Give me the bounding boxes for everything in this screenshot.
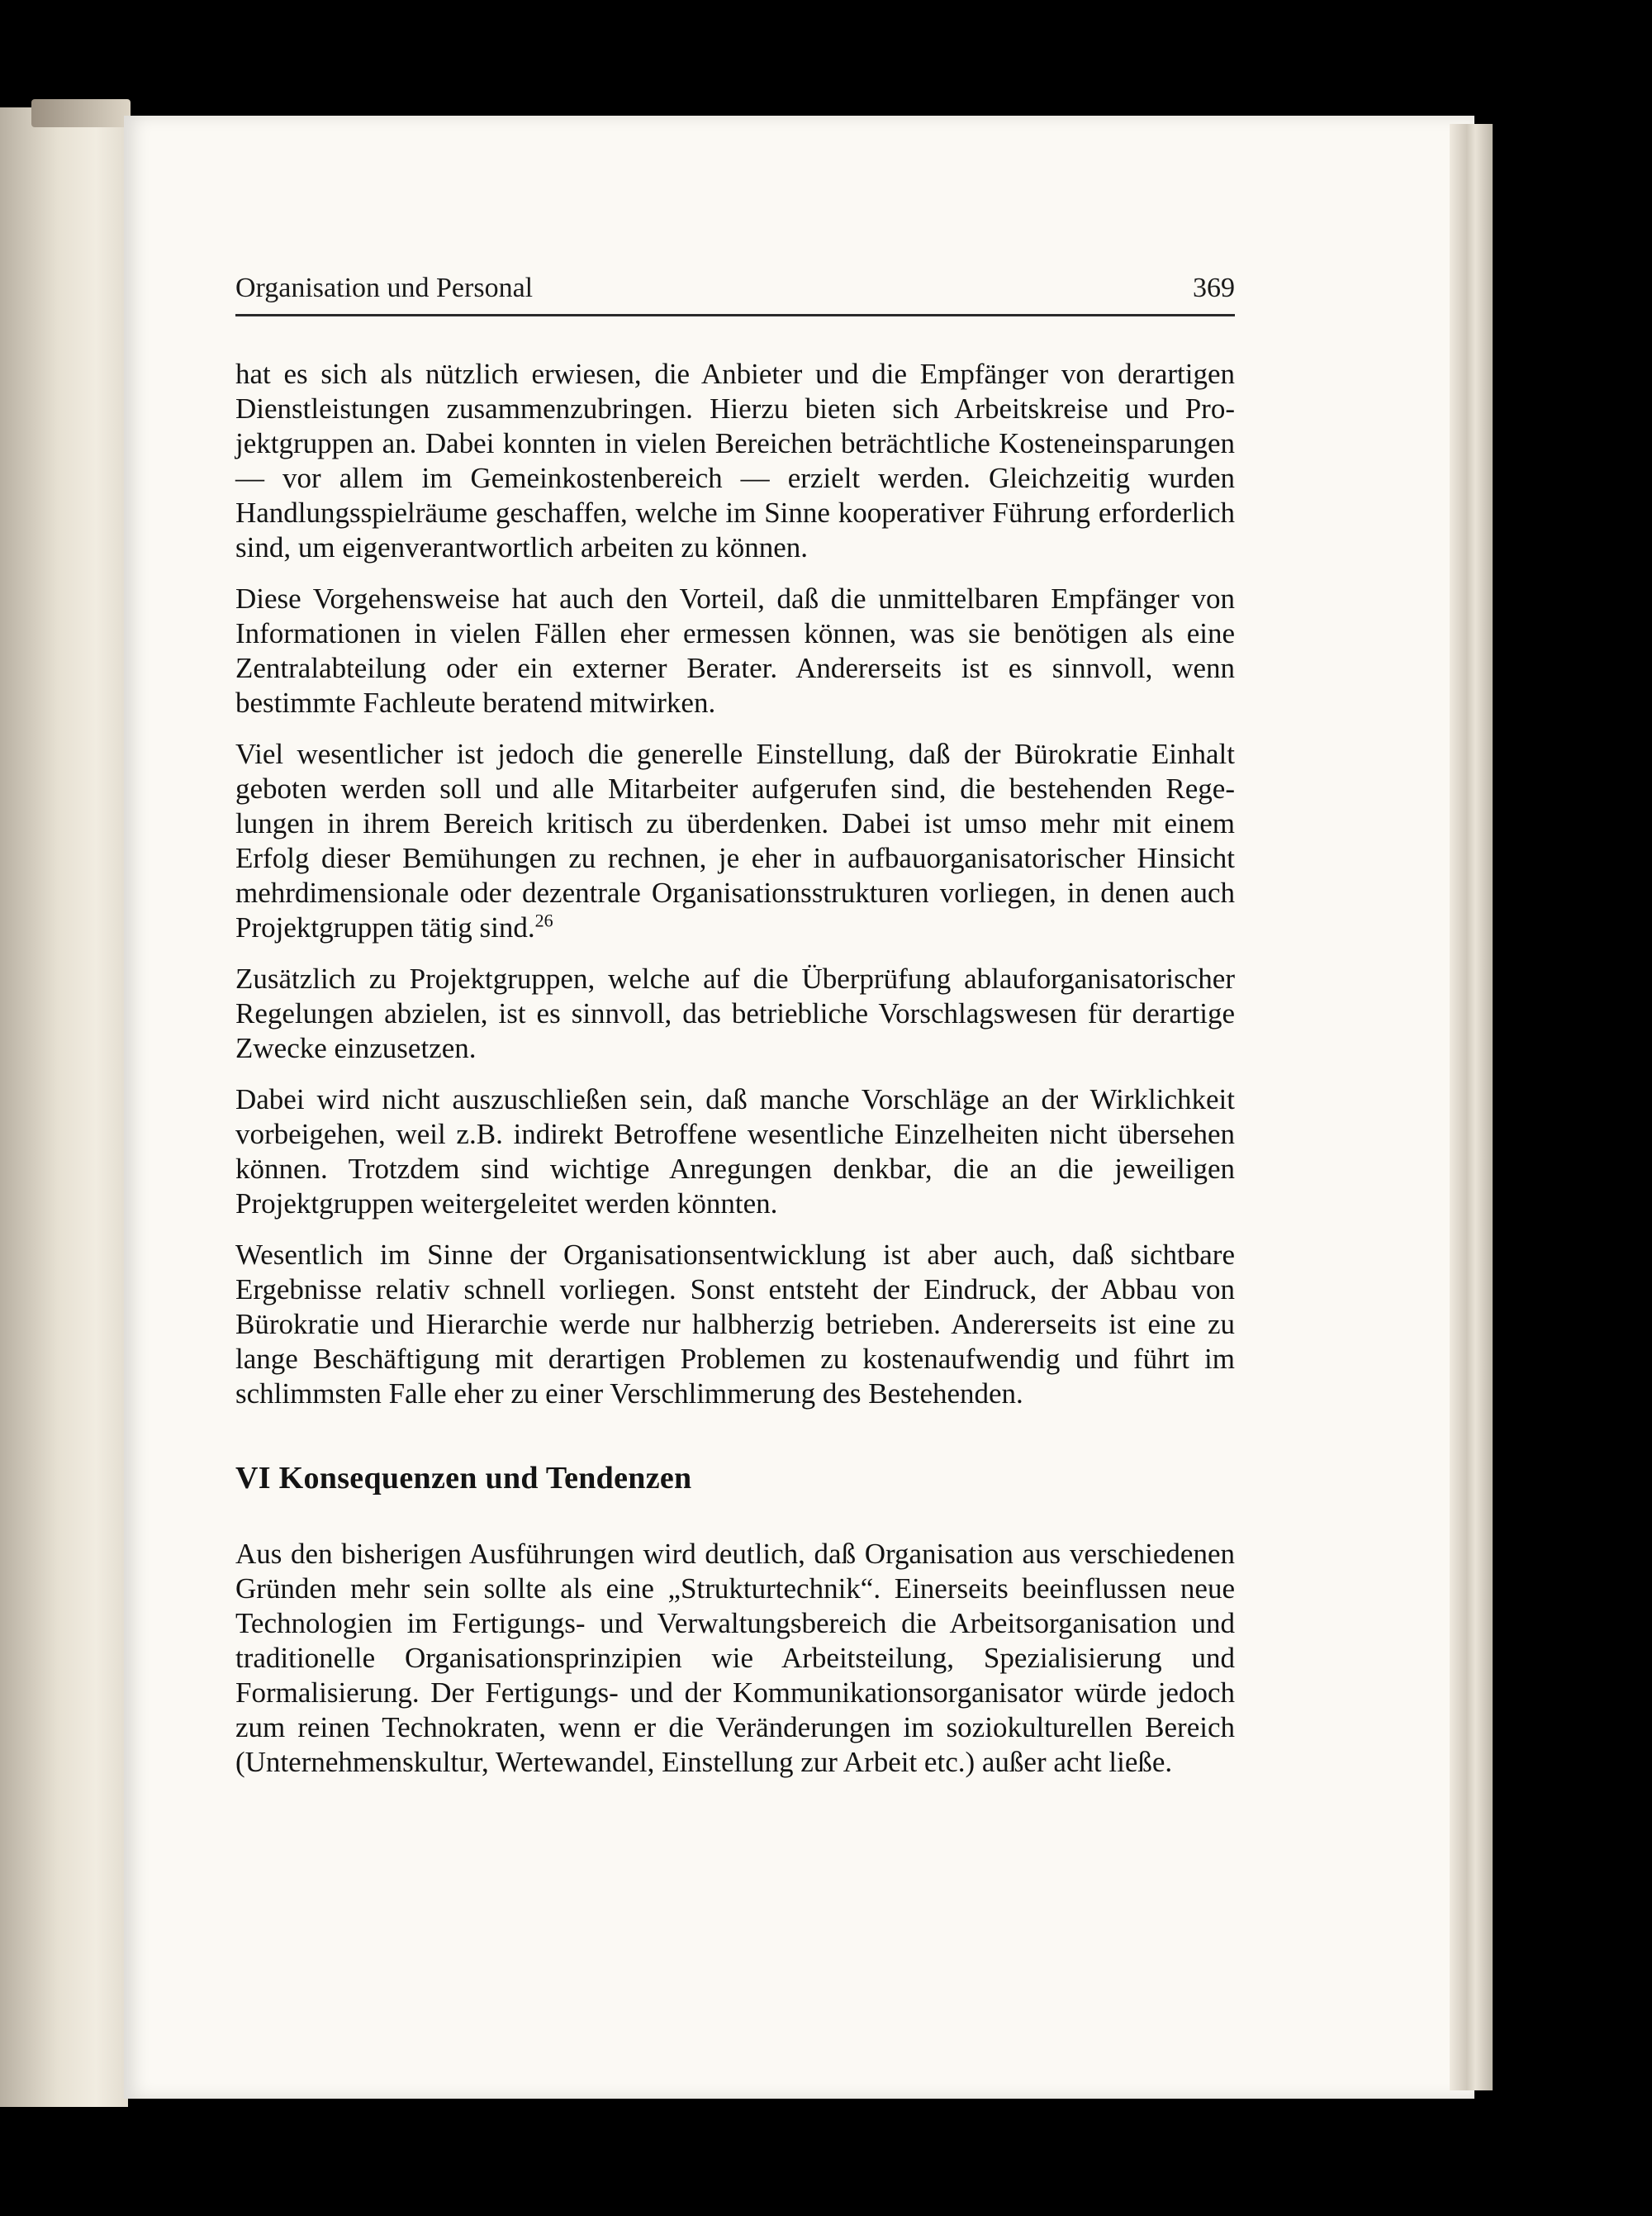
running-head — [235, 263, 1235, 316]
paragraph: hat es sich als nützlich erwiesen, die Anbieter und die Empfänger von derartigen Dienstleistungen zusammenzubringen. Hierzu bieten sich Arbeitskreise und Projektgruppen an. Dabei konnten in vielen Bereichen beträchtliche Kosteneinsparungen — vor allem im Gemeinkostenbereich — erzielt werden. Gleichzeitig wurden Handlungsspielräume geschaffen, welche im Sinne kooperativer Führung erforderlich sind, um eigenverantwortlich arbeiten zu können. — [235, 358, 1235, 564]
body-text — [235, 357, 1235, 1796]
paragraph-with-footnote — [235, 737, 1235, 945]
section-heading: VI Konsequenzen und Tendenzen — [235, 1461, 692, 1496]
page-number: 369 — [1193, 273, 1235, 303]
paragraph: Dabei wird nicht auszuschließen sein, daß manche Vorschläge an der Wirklichkeit vorbeigehen, weil z.B. indirekt Betroffene wesentliche Einzelheiten nicht übersehen können. Trotzdem sind wichtige Anregungen denkbar, die an die jeweiligen Projektgruppen weitergeleitet werden könnten. — [235, 1083, 1235, 1220]
paragraph: Wesentlich im Sinne der Organisationsentwicklung ist aber auch, daß sichtbare Ergebnisse relativ schnell vorliegen. Sonst entsteht der Eindruck, der Abbau von Bürokratie und Hierarchie werde nur halbherzig betrieben. Andererseits ist eine zu lange Beschäftigung mit derartigen Problemen zu kostenaufwendig und führt im schlimmsten Falle eher zu einer Verschlimmerung des Bestehenden. — [235, 1239, 1235, 1410]
page-edge — [1450, 124, 1493, 2090]
book-spine — [0, 107, 128, 2107]
paragraph: Aus den bisherigen Ausführungen wird deutlich, daß Organisation aus verschiedenen Gründen mehr sein sollte als eine „Strukturtechnik“. Einerseits beeinflussen neue Technologien im Fertigungs- und Verwaltungsbereich die Arbeitsorganisation und traditionelle Organisationsprinzipien wie Arbeitsteilung, Spezialisierung und Formalisierung. Der Fertigungs- und der Kommunikationsorganisator würde jedoch zum reinen Technokraten, wenn er die Veränderungen im soziokulturellen Bereich (Unternehmenskultur, Wertewandel, Einstellung zur Arbeit etc.) außer acht ließe. — [235, 1538, 1235, 1778]
spine-tab — [31, 99, 131, 127]
paragraph-text: Viel wesentlicher ist jedoch die generelle Einstellung, daß der Bürokratie Einhalt geboten werden soll und alle Mitarbeiter aufgerufen sind, die bestehenden Regelungen in ihrem Bereich kritisch zu überdenken. Dabei ist umso mehr mit einem Erfolg dieser Bemühungen zu rechnen, je eher in aufbauorganisatorischer Hinsicht mehrdimensionale oder dezentrale Organisationsstrukturen vorliegen, in denen auch Projektgruppen tätig sind. — [235, 738, 1235, 944]
paragraph: Diese Vorgehensweise hat auch den Vorteil, daß die unmittelbaren Empfänger von Informationen in vielen Fällen eher ermessen können, was sie benötigen als eine Zentralabteilung oder ein externer Berater. Andererseits ist es sinnvoll, wenn bestimmte Fachleute beratend mitwirken. — [235, 583, 1235, 719]
footnote-ref: 26 — [534, 910, 553, 931]
running-head-title: Organisation und Personal — [235, 273, 534, 303]
paragraph: Zusätzlich zu Projektgruppen, welche auf die Überprüfung ablauforganisatorischer Regelungen abzielen, ist es sinnvoll, das betriebliche Vorschlagswesen für derartige Zwecke einzusetzen. — [235, 963, 1235, 1064]
